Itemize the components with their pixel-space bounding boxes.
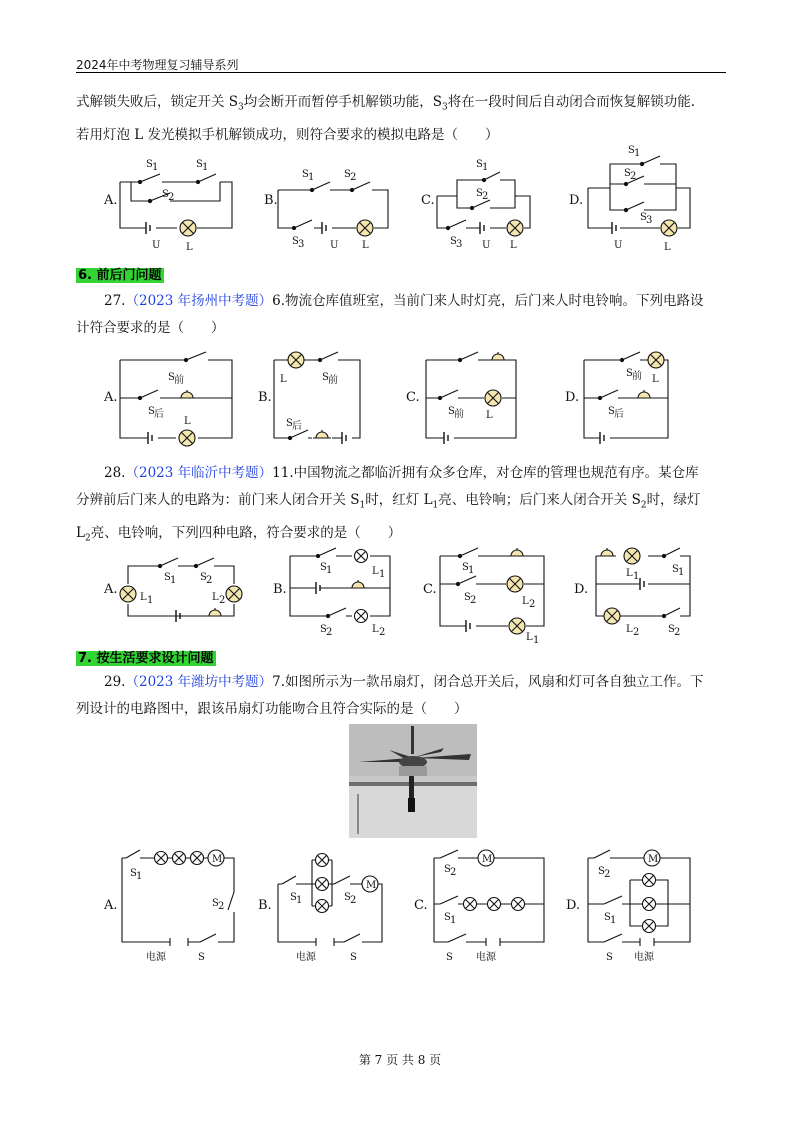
svg-text:S: S — [162, 189, 169, 200]
svg-text:M: M — [212, 854, 223, 865]
q29-number: 29. — [104, 674, 126, 690]
svg-text:2: 2 — [168, 192, 175, 203]
q28-option-b-label: B. — [273, 582, 287, 597]
svg-text:2: 2 — [350, 172, 357, 183]
q27-source: （2023 年扬州中考题） — [125, 293, 273, 309]
q28-option-c-label: C. — [423, 582, 437, 597]
q29-circuit-b — [278, 854, 382, 964]
svg-text:后: 后 — [614, 409, 624, 420]
svg-text:S: S — [672, 564, 679, 575]
q26-circuit-c — [437, 159, 530, 251]
section-7-title: 7. 按生活要求设计问题 — [78, 651, 214, 666]
q27-text2: 计符合要求的是（ ） — [76, 320, 225, 336]
q28-text2-a: 分辨前后门来人的电路为：前门来人闭合开关 S — [76, 492, 360, 508]
svg-text:S: S — [640, 212, 647, 223]
svg-text:2: 2 — [674, 627, 681, 638]
svg-text:L: L — [372, 624, 379, 635]
q26-option-d-label: D. — [569, 193, 584, 208]
q27-option-a-label: A. — [104, 390, 118, 405]
svg-text:2: 2 — [219, 595, 226, 606]
svg-text:1: 1 — [634, 148, 641, 159]
svg-text:1: 1 — [678, 567, 685, 578]
svg-text:S: S — [628, 145, 635, 156]
svg-text:1: 1 — [610, 915, 617, 926]
q26-option-c-label: C. — [421, 193, 435, 208]
svg-text:S: S — [444, 864, 451, 875]
q27-text1: 6.物流仓库值班室，当前门来人时灯亮，后门来人时电铃响。下列电路设 — [272, 293, 704, 309]
svg-text:S: S — [448, 406, 455, 417]
svg-text:S: S — [350, 952, 357, 963]
svg-text:S: S — [320, 624, 327, 635]
q26-line1-b: 均会断开而暂停手机解锁功能，S — [243, 94, 443, 110]
q26-option-b-label: B. — [264, 193, 278, 208]
svg-text:S: S — [130, 868, 137, 879]
q27-circuit-a — [120, 352, 232, 446]
q27-number: 27. — [104, 293, 126, 309]
svg-text:2: 2 — [482, 191, 489, 202]
q29-circuit-d — [588, 850, 690, 963]
svg-text:后: 后 — [292, 421, 302, 432]
svg-text:U: U — [482, 240, 491, 251]
q27-circuit-d — [584, 352, 668, 444]
section-6-title: 6. 前后门问题 — [78, 268, 162, 283]
svg-text:3: 3 — [646, 215, 653, 226]
svg-text:2: 2 — [470, 595, 477, 606]
q27-option-c-label: C. — [406, 390, 420, 405]
q28-text2-c: 亮、电铃响；后门来人闭合开关 S — [438, 492, 641, 508]
q29-option-a-label: A. — [104, 898, 118, 913]
svg-text:S: S — [198, 952, 205, 963]
svg-text:L: L — [522, 596, 529, 607]
svg-text:1: 1 — [296, 895, 303, 906]
svg-text:L: L — [184, 416, 191, 427]
q26-line1-a: 式解锁失败后，锁定开关 S — [76, 94, 239, 110]
q29-text1: 7.如图所示为一款吊扇灯，闭合总开关后，风扇和灯可各自独立工作。下 — [272, 674, 704, 690]
svg-text:L: L — [140, 592, 147, 603]
svg-text:L: L — [626, 568, 633, 579]
svg-text:S: S — [292, 236, 299, 247]
svg-text:S: S — [598, 866, 605, 877]
q29-option-c-label: C. — [414, 898, 428, 913]
svg-text:2: 2 — [604, 869, 611, 880]
svg-text:2: 2 — [450, 867, 457, 878]
q26-circuit-d — [588, 145, 690, 253]
svg-text:L: L — [362, 240, 369, 251]
svg-text:后: 后 — [154, 409, 164, 420]
q28-number: 28. — [104, 465, 126, 481]
svg-text:1: 1 — [633, 571, 640, 582]
svg-text:L: L — [186, 242, 193, 253]
svg-text:S: S — [476, 159, 483, 170]
q28-text3-b: 亮、电铃响，下列四种电路，符合要求的是（ ） — [90, 524, 402, 541]
q29-source: （2023 年潍坊中考题） — [125, 674, 273, 690]
q28-option-a-label: A. — [104, 582, 118, 597]
svg-text:L: L — [652, 374, 659, 385]
svg-text:S: S — [450, 236, 457, 247]
q28-source: （2023 年临沂中考题） — [125, 465, 273, 481]
svg-text:1: 1 — [533, 635, 540, 646]
svg-text:1: 1 — [379, 569, 386, 580]
svg-text:电源: 电源 — [146, 952, 166, 963]
svg-text:电源: 电源 — [634, 952, 654, 963]
q26-sub1: 3 — [238, 102, 244, 113]
q28-circuit-b — [290, 548, 390, 638]
svg-text:前: 前 — [632, 371, 642, 382]
svg-text:S: S — [606, 952, 613, 963]
svg-text:S: S — [146, 159, 153, 170]
q29-text2: 列设计的电路图中，跟该吊扇灯功能吻合且符合实际的是（ ） — [76, 701, 468, 717]
svg-text:S: S — [604, 912, 611, 923]
q27-option-d-label: D. — [565, 390, 580, 405]
svg-text:1: 1 — [482, 162, 489, 173]
svg-text:S: S — [624, 168, 631, 179]
svg-text:L: L — [372, 566, 379, 577]
svg-text:电源: 电源 — [476, 952, 496, 963]
svg-text:前: 前 — [174, 375, 184, 386]
q26-sub2: 3 — [442, 102, 448, 113]
svg-text:L: L — [486, 410, 493, 421]
svg-text:M: M — [648, 854, 659, 865]
q29-circuit-c — [434, 850, 544, 963]
svg-text:2: 2 — [529, 599, 536, 610]
svg-text:S: S — [148, 406, 155, 417]
svg-text:S: S — [344, 892, 351, 903]
svg-text:1: 1 — [308, 172, 315, 183]
svg-text:S: S — [302, 169, 309, 180]
svg-text:L: L — [626, 624, 633, 635]
svg-text:2: 2 — [218, 901, 225, 912]
svg-text:S: S — [320, 562, 327, 573]
svg-text:S: S — [476, 188, 483, 199]
q27-circuit-b — [274, 352, 360, 444]
svg-text:S: S — [212, 898, 219, 909]
svg-text:S: S — [164, 572, 171, 583]
svg-text:L: L — [664, 242, 671, 253]
svg-text:S: S — [464, 592, 471, 603]
svg-text:1: 1 — [202, 162, 209, 173]
svg-text:1: 1 — [147, 595, 154, 606]
q28-sub1: 1 — [359, 500, 366, 511]
q27-circuit-c — [426, 352, 516, 444]
svg-text:S: S — [462, 562, 469, 573]
q28-option-d-label: D. — [574, 582, 589, 597]
q28-text2-d: 时，绿灯 — [646, 492, 701, 508]
svg-text:U: U — [152, 240, 161, 251]
svg-text:U: U — [330, 240, 339, 251]
svg-text:3: 3 — [456, 239, 463, 250]
svg-text:电源: 电源 — [296, 952, 316, 963]
svg-text:U: U — [614, 240, 623, 251]
q28-text2-b: 时，红灯 L — [365, 492, 433, 508]
svg-text:S: S — [168, 372, 175, 383]
q28-text1: 11.中国物流之都临沂拥有众多仓库，对仓库的管理也规范有序。某仓库 — [272, 465, 699, 481]
q28-sub4: 2 — [84, 533, 91, 544]
svg-text:1: 1 — [152, 162, 159, 173]
svg-text:前: 前 — [328, 375, 338, 386]
svg-text:2: 2 — [350, 895, 357, 906]
svg-text:M: M — [366, 880, 377, 891]
page-header: 2024年中考物理复习辅导系列 — [76, 58, 239, 72]
svg-text:S: S — [286, 418, 293, 429]
q28-sub3: 2 — [640, 500, 647, 511]
svg-text:1: 1 — [450, 915, 457, 926]
svg-text:S: S — [626, 368, 633, 379]
svg-text:S: S — [200, 572, 207, 583]
svg-text:S: S — [444, 912, 451, 923]
q28-circuit-a — [120, 558, 242, 622]
svg-text:1: 1 — [326, 565, 333, 576]
q27-option-b-label: B. — [258, 390, 272, 405]
q26-line2: 若用灯泡 L 发光模拟手机解锁成功，则符合要求的模拟电路是（ ） — [76, 126, 499, 143]
svg-text:L: L — [526, 632, 533, 643]
page-footer: 第 7 页 共 8 页 — [358, 1053, 442, 1067]
svg-text:S: S — [196, 159, 203, 170]
q26-circuit-a — [120, 159, 232, 253]
svg-text:2: 2 — [379, 627, 386, 638]
q29-option-d-label: D. — [566, 898, 581, 913]
svg-text:L: L — [212, 592, 219, 603]
svg-text:L: L — [510, 240, 517, 251]
svg-text:1: 1 — [170, 575, 177, 586]
svg-text:S: S — [322, 372, 329, 383]
q28-circuit-d — [596, 548, 690, 638]
svg-text:1: 1 — [136, 871, 143, 882]
svg-text:1: 1 — [468, 565, 475, 576]
svg-text:S: S — [446, 952, 453, 963]
q28-sub2: 1 — [432, 500, 439, 511]
svg-text:L: L — [280, 374, 287, 385]
svg-text:前: 前 — [454, 409, 464, 420]
svg-text:S: S — [608, 406, 615, 417]
q28-text3-a: L — [76, 524, 85, 541]
svg-text:2: 2 — [630, 171, 637, 182]
q26-circuit-b — [278, 169, 388, 251]
svg-text:2: 2 — [326, 627, 333, 638]
svg-text:S: S — [344, 169, 351, 180]
q28-circuit-c — [440, 548, 544, 646]
q29-option-b-label: B. — [258, 898, 272, 913]
svg-text:2: 2 — [633, 627, 640, 638]
q29-circuit-a — [122, 850, 234, 963]
q26-option-a-label: A. — [104, 193, 118, 208]
svg-text:2: 2 — [206, 575, 213, 586]
svg-text:S: S — [290, 892, 297, 903]
svg-text:M: M — [482, 854, 493, 865]
svg-text:S: S — [668, 624, 675, 635]
q26-line1-c: 将在一段时间后自动闭合而恢复解锁功能. — [447, 94, 696, 110]
svg-text:3: 3 — [298, 239, 305, 250]
